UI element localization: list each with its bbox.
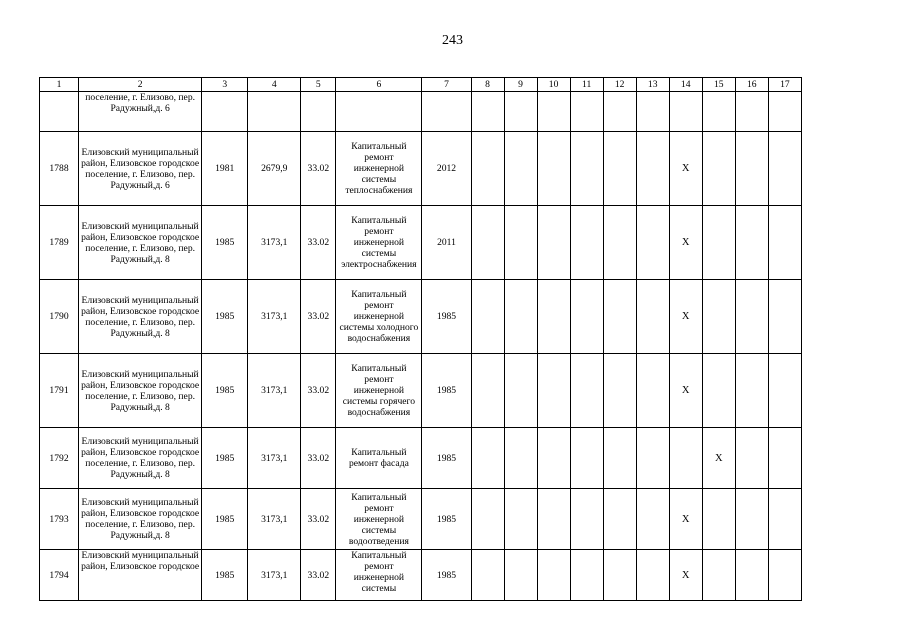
cell-empty (768, 550, 801, 601)
cell-work-type: Капитальный ремонт инженерной системы водоотведения (336, 489, 422, 550)
cell-area: 3173,1 (248, 489, 301, 550)
column-header: 11 (570, 78, 603, 92)
cell-empty (636, 92, 669, 132)
cell-empty (570, 354, 603, 428)
cell-work-type: Капитальный ремонт инженерной системы электроснабжения (336, 206, 422, 280)
column-header: 4 (248, 78, 301, 92)
cell-empty (504, 354, 537, 428)
cell-work-type: Капитальный ремонт инженерной системы теплоснабжения (336, 132, 422, 206)
cell-empty (471, 206, 504, 280)
column-header: 1 (40, 78, 79, 92)
cell-empty (603, 280, 636, 354)
cell-empty (504, 550, 537, 601)
cell-empty (471, 354, 504, 428)
cell-year-last (422, 92, 471, 132)
cell-empty (570, 132, 603, 206)
cell-code: 33.02 (301, 428, 336, 489)
cell-empty (735, 206, 768, 280)
cell-work-type: Капитальный ремонт фасада (336, 428, 422, 489)
cell-empty (636, 280, 669, 354)
cell-address: Елизовский муниципальный район, Елизовское городское (79, 550, 202, 601)
header-row (40, 78, 802, 92)
cell-address: Елизовский муниципальный район, Елизовское городское поселение, г. Елизово, пер. Радужный,д. 6 (79, 132, 202, 206)
cell-empty (471, 428, 504, 489)
table-row (40, 550, 802, 601)
cell-number: 1794 (40, 550, 79, 601)
cell-empty (603, 206, 636, 280)
cell-empty (537, 489, 570, 550)
cell-empty (636, 550, 669, 601)
cell-empty (603, 92, 636, 132)
cell-empty (735, 280, 768, 354)
cell-mark-14: X (669, 132, 702, 206)
cell-empty (768, 280, 801, 354)
cell-address: Елизовский муниципальный район, Елизовское городское поселение, г. Елизово, пер. Радужный,д. 8 (79, 206, 202, 280)
cell-empty (768, 206, 801, 280)
cell-empty (570, 280, 603, 354)
cell-area: 3173,1 (248, 428, 301, 489)
column-header: 14 (669, 78, 702, 92)
column-header: 3 (202, 78, 248, 92)
cell-empty (735, 550, 768, 601)
cell-empty (603, 489, 636, 550)
cell-number: 1789 (40, 206, 79, 280)
cell-empty (537, 550, 570, 601)
cell-year-last: 1985 (422, 354, 471, 428)
cell-empty (768, 428, 801, 489)
cell-empty (570, 489, 603, 550)
cell-address: поселение, г. Елизово, пер. Радужный,д. 6 (79, 92, 202, 132)
table-row (40, 354, 802, 428)
cell-area: 3173,1 (248, 206, 301, 280)
cell-empty (735, 354, 768, 428)
cell-year-built: 1981 (202, 132, 248, 206)
table-row (40, 428, 802, 489)
cell-mark-15 (702, 280, 735, 354)
cell-year-built: 1985 (202, 206, 248, 280)
cell-address: Елизовский муниципальный район, Елизовское городское поселение, г. Елизово, пер. Радужный,д. 8 (79, 354, 202, 428)
cell-work-type: Капитальный ремонт инженерной системы горячего водоснабжения (336, 354, 422, 428)
cell-code: 33.02 (301, 489, 336, 550)
cell-empty (504, 132, 537, 206)
table-row (40, 206, 802, 280)
cell-empty (504, 280, 537, 354)
cell-mark-14: X (669, 489, 702, 550)
cell-code: 33.02 (301, 550, 336, 601)
cell-year-last: 2011 (422, 206, 471, 280)
cell-work-type: Капитальный ремонт инженерной системы холодного водоснабжения (336, 280, 422, 354)
cell-empty (636, 132, 669, 206)
cell-empty (735, 489, 768, 550)
page-number: 243 (442, 33, 463, 48)
table-row (40, 132, 802, 206)
cell-empty (768, 489, 801, 550)
cell-empty (768, 132, 801, 206)
column-header: 9 (504, 78, 537, 92)
cell-empty (636, 206, 669, 280)
cell-empty (504, 428, 537, 489)
cell-empty (570, 428, 603, 489)
column-header: 12 (603, 78, 636, 92)
column-header: 7 (422, 78, 471, 92)
cell-empty (735, 428, 768, 489)
cell-empty (768, 92, 801, 132)
cell-code: 33.02 (301, 280, 336, 354)
cell-mark-14: X (669, 280, 702, 354)
cell-empty (537, 280, 570, 354)
cell-number (40, 92, 79, 132)
cell-mark-14 (669, 92, 702, 132)
cell-empty (471, 489, 504, 550)
column-header: 13 (636, 78, 669, 92)
column-header: 15 (702, 78, 735, 92)
column-header: 6 (336, 78, 422, 92)
cell-mark-14: X (669, 354, 702, 428)
cell-empty (537, 132, 570, 206)
cell-area (248, 92, 301, 132)
cell-empty (471, 550, 504, 601)
cell-area: 3173,1 (248, 354, 301, 428)
cell-year-last: 1985 (422, 280, 471, 354)
cell-address: Елизовский муниципальный район, Елизовское городское поселение, г. Елизово, пер. Радужный,д. 8 (79, 280, 202, 354)
cell-empty (504, 489, 537, 550)
cell-year-built (202, 92, 248, 132)
cell-year-last: 2012 (422, 132, 471, 206)
cell-work-type (336, 92, 422, 132)
cell-year-last: 1985 (422, 550, 471, 601)
cell-empty (603, 428, 636, 489)
cell-empty (537, 206, 570, 280)
cell-code (301, 92, 336, 132)
cell-year-built: 1985 (202, 354, 248, 428)
cell-code: 33.02 (301, 206, 336, 280)
cell-empty (570, 92, 603, 132)
cell-empty (603, 550, 636, 601)
cell-address: Елизовский муниципальный район, Елизовское городское поселение, г. Елизово, пер. Радужный,д. 8 (79, 428, 202, 489)
cell-mark-14: X (669, 206, 702, 280)
cell-empty (537, 428, 570, 489)
cell-mark-15 (702, 354, 735, 428)
table-row (40, 489, 802, 550)
cell-number: 1788 (40, 132, 79, 206)
cell-year-built: 1985 (202, 280, 248, 354)
cell-year-built: 1985 (202, 550, 248, 601)
cell-number: 1793 (40, 489, 79, 550)
cell-empty (603, 132, 636, 206)
cell-mark-15 (702, 489, 735, 550)
cell-mark-15 (702, 206, 735, 280)
table-row (40, 280, 802, 354)
cell-empty (768, 354, 801, 428)
cell-empty (537, 354, 570, 428)
column-header: 16 (735, 78, 768, 92)
cell-mark-15 (702, 92, 735, 132)
cell-empty (471, 280, 504, 354)
column-header: 10 (537, 78, 570, 92)
cell-mark-15 (702, 550, 735, 601)
cell-mark-14 (669, 428, 702, 489)
cell-empty (537, 92, 570, 132)
cell-empty (504, 206, 537, 280)
cell-mark-15 (702, 132, 735, 206)
cell-empty (735, 132, 768, 206)
cell-work-type: Капитальный ремонт инженерной системы (336, 550, 422, 601)
cell-year-built: 1985 (202, 428, 248, 489)
column-header: 5 (301, 78, 336, 92)
cell-number: 1791 (40, 354, 79, 428)
cell-area: 3173,1 (248, 280, 301, 354)
cell-year-last: 1985 (422, 428, 471, 489)
cell-empty (471, 92, 504, 132)
cell-area: 2679,9 (248, 132, 301, 206)
column-header: 17 (768, 78, 801, 92)
cell-address: Елизовский муниципальный район, Елизовское городское поселение, г. Елизово, пер. Радужный,д. 8 (79, 489, 202, 550)
cell-empty (735, 92, 768, 132)
cell-empty (636, 428, 669, 489)
cell-empty (636, 354, 669, 428)
cell-year-last: 1985 (422, 489, 471, 550)
cell-empty (603, 354, 636, 428)
cell-mark-15: X (702, 428, 735, 489)
cell-year-built: 1985 (202, 489, 248, 550)
register-table (39, 77, 802, 601)
cell-area: 3173,1 (248, 550, 301, 601)
cell-empty (504, 92, 537, 132)
cell-number: 1790 (40, 280, 79, 354)
table-row (40, 92, 802, 132)
cell-mark-14: X (669, 550, 702, 601)
cell-code: 33.02 (301, 132, 336, 206)
cell-empty (570, 550, 603, 601)
cell-empty (636, 489, 669, 550)
cell-number: 1792 (40, 428, 79, 489)
cell-code: 33.02 (301, 354, 336, 428)
cell-empty (570, 206, 603, 280)
column-header: 8 (471, 78, 504, 92)
column-header: 2 (79, 78, 202, 92)
cell-empty (471, 132, 504, 206)
